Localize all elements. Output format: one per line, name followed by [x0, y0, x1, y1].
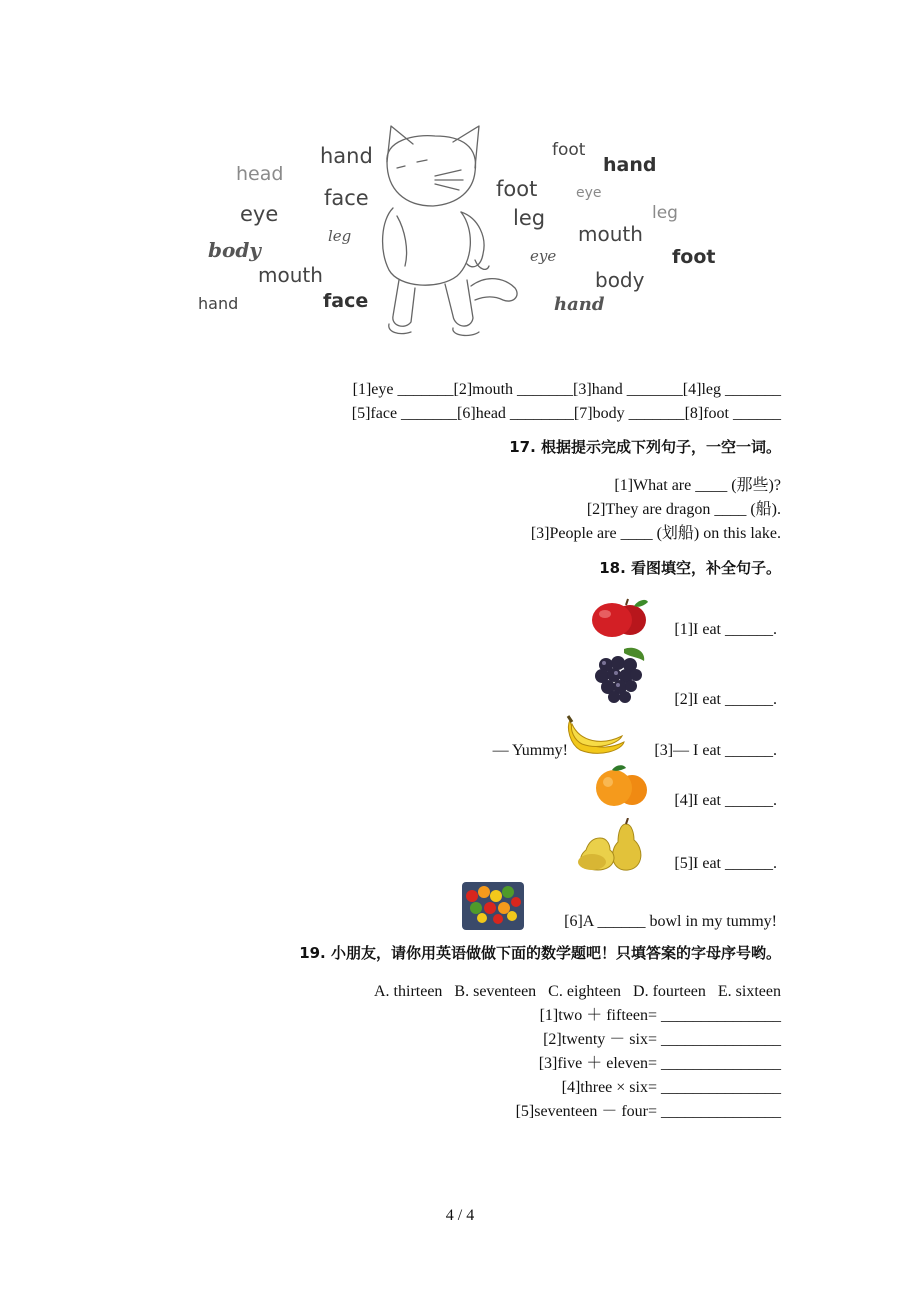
orange-icon [592, 762, 650, 808]
word-label: leg [328, 227, 352, 245]
word-label: face [324, 186, 369, 210]
word-label: leg [513, 206, 546, 230]
word-label: foot [552, 140, 586, 160]
q16-line-1: [1]eye _______[2]mouth _______[3]hand _______[4]leg _______ [352, 381, 781, 398]
grapes-icon [594, 645, 648, 707]
body-parts-illustration [190, 118, 730, 343]
word-label: body [208, 238, 261, 262]
word-label: hand [603, 154, 657, 176]
pear-icon [572, 818, 648, 872]
q19-item-5: [5]seventeen － four= _______________ [515, 1103, 781, 1120]
word-label: head [236, 163, 284, 185]
q19-item-1: [1]two ＋ fifteen= _______________ [539, 1007, 781, 1024]
q17-title: 17. 根据提示完成下列句子，一空一词。 [509, 438, 781, 456]
q18-item-2: [2]I eat ______. [674, 691, 777, 708]
q18-item-3: [3]— I eat ______. [654, 742, 777, 759]
yummy-text: — Yummy! [492, 742, 568, 759]
word-label: foot [496, 177, 538, 201]
word-label: hand [198, 294, 239, 313]
word-label: face [323, 290, 369, 312]
q18-item-1: [1]I eat ______. [674, 621, 777, 638]
word-label: mouth [578, 222, 643, 246]
word-label: eye [576, 185, 602, 201]
q18-item-5: [5]I eat ______. [674, 855, 777, 872]
page-number: 4 / 4 [445, 1207, 475, 1224]
word-label: eye [530, 247, 557, 265]
q17-item-3: [3]People are ____ (划船) on this lake. [530, 525, 781, 542]
q19-item-4: [4]three × six= _______________ [561, 1079, 781, 1096]
fruit-bowl-icon [462, 882, 524, 930]
word-label: eye [240, 202, 279, 226]
word-label: body [595, 268, 645, 292]
q19-item-3: [3]five ＋ eleven= _______________ [538, 1055, 781, 1072]
q17-item-2: [2]They are dragon ____ (船). [586, 501, 781, 518]
q19-title: 19. 小朋友，请你用英语做做下面的数学题吧！只填答案的字母序号哟。 [299, 944, 781, 962]
q19-item-2: [2]twenty － six= _______________ [543, 1031, 781, 1048]
q18-title: 18. 看图填空，补全句子。 [599, 559, 781, 577]
word-label: hand [320, 144, 373, 168]
q16-line-2: [5]face _______[6]head ________[7]body _______[8]foot ______ [351, 405, 781, 422]
word-label: hand [554, 294, 605, 315]
q17-item-1: [1]What are ____ (那些)? [614, 477, 781, 494]
word-label: foot [672, 246, 716, 268]
word-label: mouth [258, 263, 323, 287]
cat-drawing-icon [375, 120, 525, 340]
word-label: leg [652, 203, 678, 223]
banana-icon [566, 714, 628, 758]
q18-item-6: [6]A ______ bowl in my tummy! [564, 913, 777, 930]
q18-item-4: [4]I eat ______. [674, 792, 777, 809]
apple-icon [590, 596, 650, 638]
q19-options: A. thirteen B. seventeen C. eighteen D. fourteen E. sixteen [374, 983, 781, 1000]
